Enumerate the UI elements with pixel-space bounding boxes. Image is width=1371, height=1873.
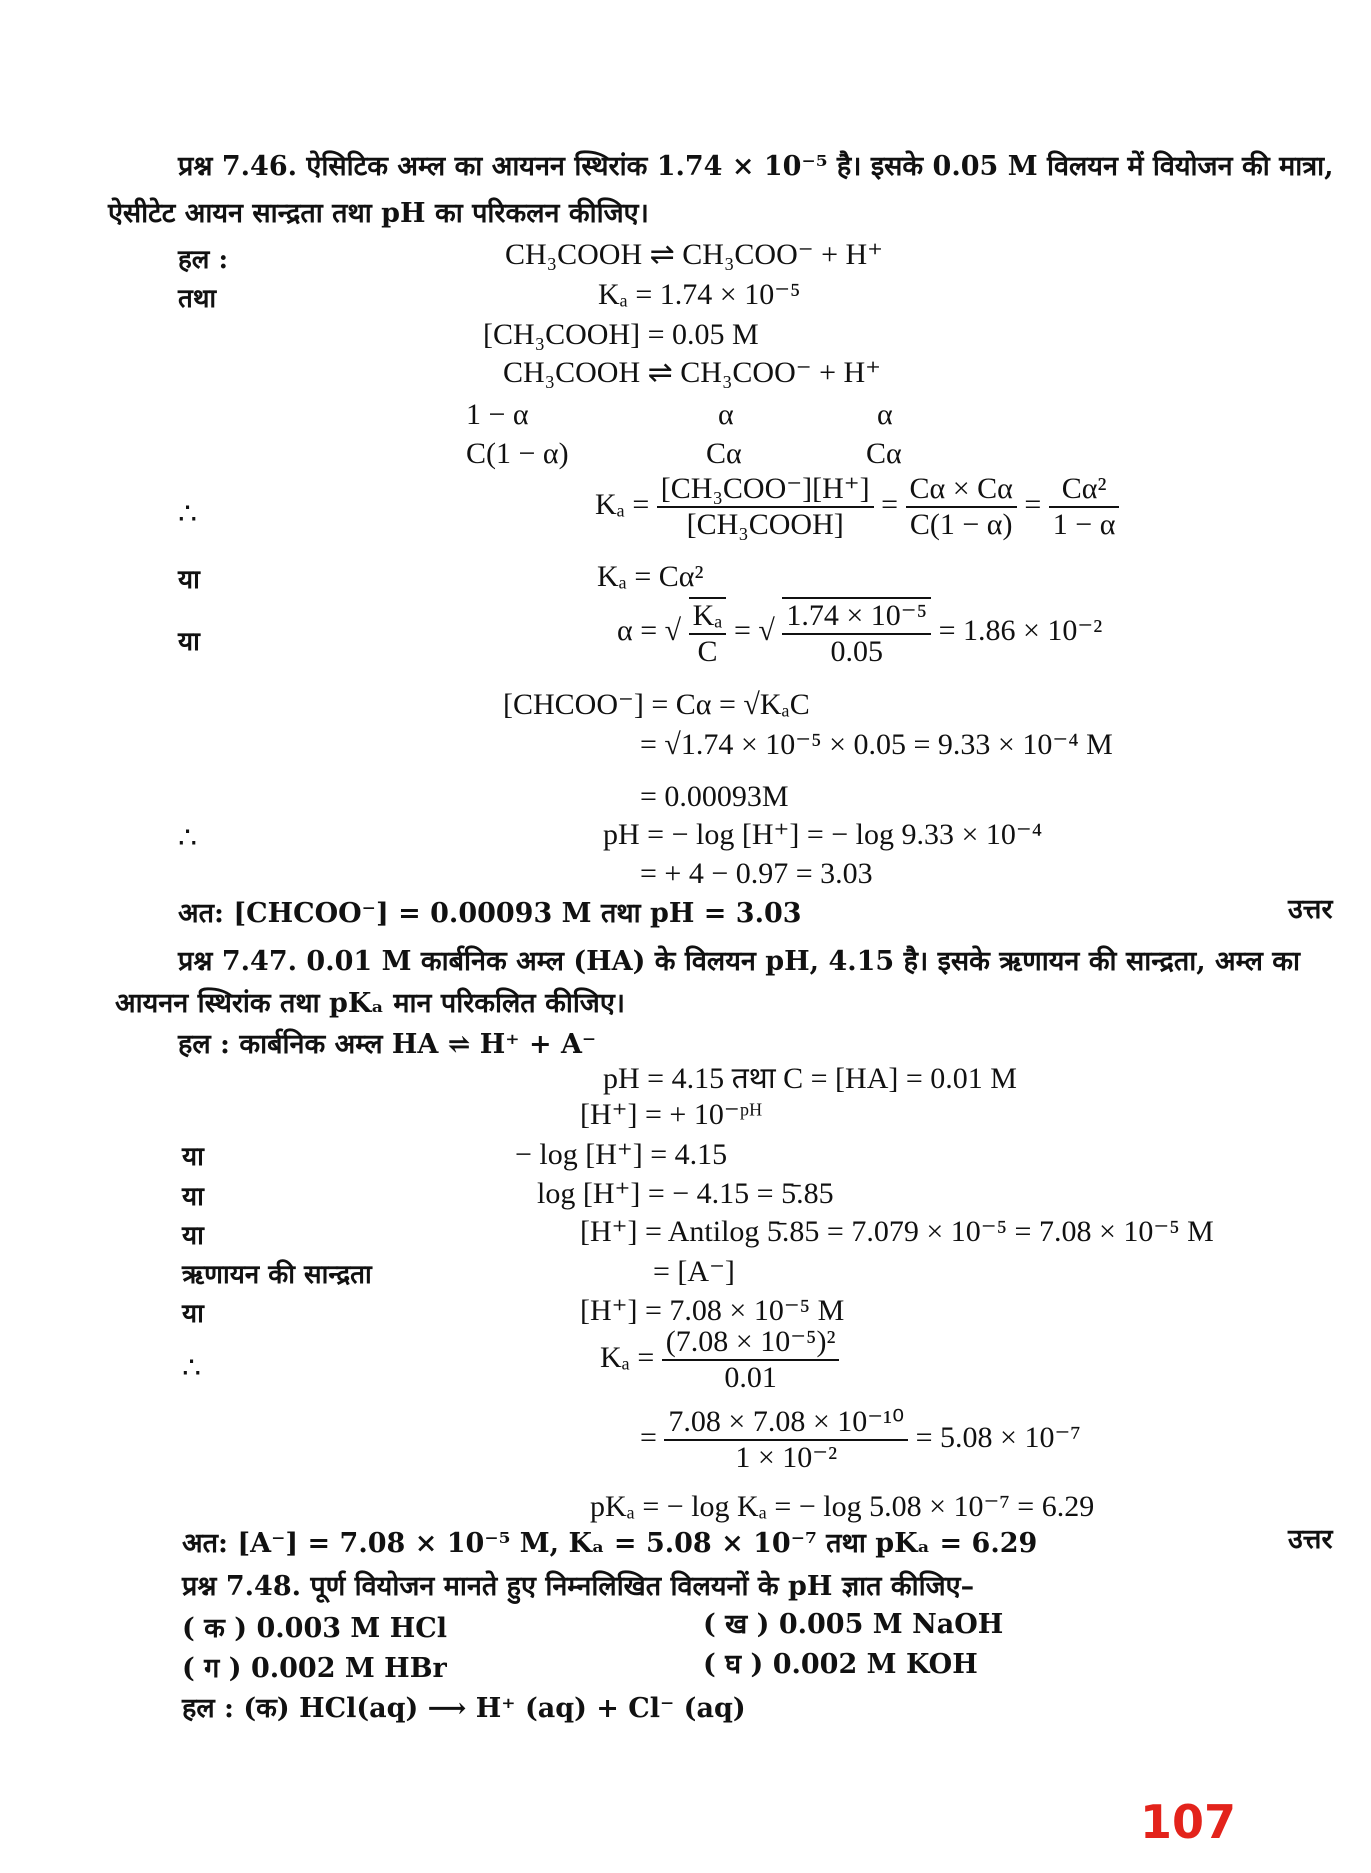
- q746-answer: अत: [CHCOO⁻] = 0.00093 M तथा pH = 3.03: [178, 898, 802, 929]
- therefore-symbol: ∴: [178, 822, 198, 855]
- q747-antilog: [H⁺] = Antilog 5̄.85 = 7.079 × 10⁻⁵ = 7.08 × 10⁻⁵ M: [580, 1215, 1214, 1248]
- q748-solution: हल : (क) HCl(aq) ⟶ H⁺ (aq) + Cl⁻ (aq): [182, 1693, 746, 1724]
- q746-acetate-line1: [CHCOO⁻] = Cα = √KₐC: [503, 688, 810, 721]
- q746-ya-label-2: या: [178, 627, 200, 657]
- q746-row-b-2: Cα: [706, 437, 742, 470]
- q746-ka-expression: Kₐ = $\frac{\text{[CH₃COO⁻][H⁺]}}{\text{[CH₃COOH]}}$ = $\frac{C\alpha \times C\alpha}{C(1 - \alpha)}$ = $\frac{\text{Cα²}}{1 - \alpha}$: [595, 472, 1119, 542]
- therefore-symbol: ∴: [182, 1352, 202, 1385]
- q746-acetate-line3: = 0.00093M: [640, 780, 789, 813]
- q747-ka-calc: = $\frac{\text{7.08 × 7.08 × 10⁻¹⁰}}{\text{1 × 10⁻²}}$ = 5.08 × 10⁻⁷: [640, 1405, 1081, 1474]
- q747-ph-given: pH = 4.15 तथा C = [HA] = 0.01 M: [603, 1062, 1017, 1095]
- q748-part-a: ( क ) 0.003 M HCl: [182, 1613, 447, 1644]
- q746-acetate-line2: = √1.74 × 10⁻⁵ × 0.05 = 9.33 × 10⁻⁴ M: [640, 728, 1113, 761]
- q746-row-a-1: 1 − α: [466, 398, 529, 431]
- q746-statement-line1: प्रश्न 7.46. ऐसिटिक अम्ल का आयनन स्थिरांक 1.74 × 10⁻⁵ है। इसके 0.05 M विलयन में वियोजन की मात्रा,: [178, 151, 1334, 182]
- q747-ya-label-1: या: [182, 1142, 204, 1172]
- q747-solution-reaction: हल : कार्बनिक अम्ल HA ⇌ H⁺ + A⁻: [178, 1029, 597, 1060]
- q746-row-b-1: C(1 − α): [466, 437, 569, 470]
- q747-ya-label-2: या: [182, 1182, 204, 1212]
- q748-part-b: ( ख ) 0.005 M NaOH: [703, 1609, 1004, 1640]
- q748-statement: प्रश्न 7.48. पूर्ण वियोजन मानते हुए निम्नलिखित विलयनों के pH ज्ञात कीजिए–: [182, 1571, 975, 1602]
- q747-anion-label: ऋणायन की सान्द्रता: [182, 1260, 372, 1290]
- q747-statement-line1: प्रश्न 7.47. 0.01 M कार्बनिक अम्ल (HA) के विलयन pH, 4.15 है। इसके ऋणायन की सान्द्रता, अम्ल का: [178, 946, 1301, 977]
- q747-anion-conc: = [A⁻]: [653, 1255, 735, 1288]
- q747-statement-line2: आयनन स्थिरांक तथा pKₐ मान परिकलित कीजिए।: [115, 988, 626, 1019]
- q746-uttar-label: उत्तर: [1288, 894, 1333, 925]
- q747-log: log [H⁺] = − 4.15 = 5̄.85: [537, 1177, 834, 1210]
- q746-statement-line2: ऐसीटेट आयन सान्द्रता तथा pH का परिकलन कीजिए।: [108, 198, 649, 229]
- q747-ka-expression: Kₐ = $\frac{\text{(7.08 × 10⁻⁵)²}}{0.01}$: [600, 1325, 839, 1395]
- q748-part-d: ( घ ) 0.002 M KOH: [703, 1649, 978, 1680]
- q746-row-b-3: Cα: [866, 437, 902, 470]
- q746-ka-approx: Kₐ = Cα²: [597, 560, 704, 593]
- q747-pka: pKₐ = − log Kₐ = − log 5.08 × 10⁻⁷ = 6.29: [590, 1490, 1095, 1523]
- therefore-symbol: ∴: [178, 498, 198, 531]
- q747-answer: अत: [A⁻] = 7.08 × 10⁻⁵ M, Kₐ = 5.08 × 10⁻⁷ तथा pKₐ = 6.29: [182, 1528, 1038, 1559]
- q747-neg-log: − log [H⁺] = 4.15: [515, 1138, 728, 1171]
- q746-ka-given: Kₐ = 1.74 × 10⁻⁵: [598, 278, 801, 311]
- q746-ph-line2: = + 4 − 0.97 = 3.03: [640, 857, 873, 890]
- q748-part-c: ( ग ) 0.002 M HBr: [182, 1653, 447, 1684]
- q746-row-a-3: α: [877, 398, 893, 431]
- q746-ya-label-1: या: [178, 565, 200, 595]
- q746-dissociation-equation: CH₃COOH ⇌ CH₃COO⁻ + H⁺: [505, 238, 884, 271]
- q747-h-value: [H⁺] = 7.08 × 10⁻⁵ M: [580, 1294, 845, 1327]
- q746-concentration: [CH₃COOH] = 0.05 M: [483, 318, 759, 351]
- q747-uttar-label: उत्तर: [1288, 1524, 1333, 1555]
- q746-row-a-2: α: [718, 398, 734, 431]
- q747-ya-label-4: या: [182, 1299, 204, 1329]
- q747-ya-label-3: या: [182, 1221, 204, 1251]
- q746-ph-line1: pH = − log [H⁺] = − log 9.33 × 10⁻⁴: [603, 818, 1043, 851]
- q746-equilibrium-equation: CH₃COOH ⇌ CH₃COO⁻ + H⁺: [503, 356, 882, 389]
- q746-solution-label: हल :: [178, 245, 229, 275]
- q746-tatha-label: तथा: [178, 284, 217, 314]
- q747-h-conc: [H⁺] = + 10⁻ᵖᴴ: [580, 1098, 763, 1131]
- page-number: 107: [1140, 1795, 1237, 1849]
- q746-alpha-expression: α = √ $\frac{\text{Kₐ}}{C}$ = √ $\frac{\text{1.74 × 10⁻⁵}}{0.05}$ = 1.86 × 10⁻²: [617, 599, 1103, 668]
